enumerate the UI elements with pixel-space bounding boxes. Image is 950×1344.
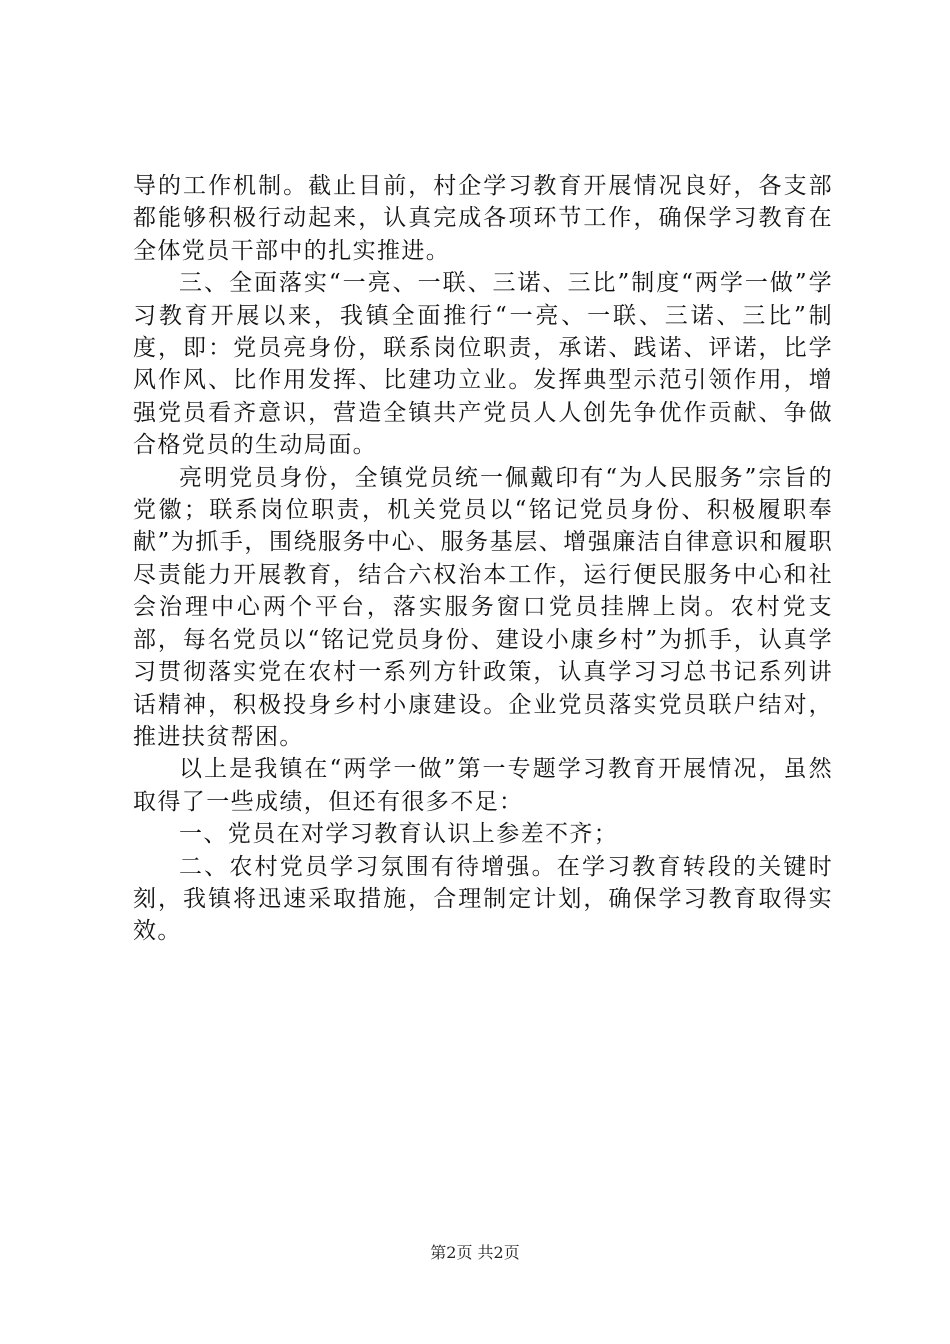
- paragraph-shortcoming-one: 一、党员在对学习教育认识上参差不齐；: [179, 821, 619, 848]
- paragraph-summary: 以上是我镇在“两学一做”第一专题学习教育开展情况，虽然取得了一些成绩，但还有很多不足：: [133, 756, 833, 815]
- paragraph-section-three: 三、全面落实“一亮、一联、三诺、三比”制度“两学一做”学习教育开展以来，我镇全面推行“一亮、一联、三诺、三比”制度，即：党员亮身份，联系岗位职责，承诺、践诺、评诺，比学风作风、比作用发挥、比建功立业。发挥典型示范引领作用，增强党员看齐意识，营造全镇共产党员人人创先争优作贡献、争做合格党员的生动局面。: [133, 270, 833, 459]
- page-number-footer: 第2页 共2页: [430, 1243, 520, 1262]
- paragraph-continued: 导的工作机制。截止目前，村企学习教育开展情况良好，各支部都能够积极行动起来，认真完成各项环节工作，确保学习教育在全体党员干部中的扎实推进。: [133, 173, 833, 264]
- paragraph-party-identity: 亮明党员身份，全镇党员统一佩戴印有“为人民服务”宗旨的党徽；联系岗位职责，机关党员以“铭记党员身份、积极履职奉献”为抓手，围绕服务中心、服务基层、增强廉洁自律意识和履职尽责能力开展教育，结合六权治本工作，运行便民服务中心和社会治理中心两个平台，落实服务窗口党员挂牌上岗。农村党支部，每名党员以“铭记党员身份、建设小康乡村”为抓手，认真学习贯彻落实党在农村一系列方针政策，认真学习习总书记系列讲话精神，积极投身乡村小康建设。企业党员落实党员联户结对，推进扶贫帮困。: [133, 464, 833, 750]
- paragraph-shortcoming-two: 二、农村党员学习氛围有待增强。在学习教育转段的关键时刻，我镇将迅速采取措施，合理制定计划，确保学习教育取得实效。: [133, 853, 833, 945]
- document-body: [133, 170, 833, 948]
